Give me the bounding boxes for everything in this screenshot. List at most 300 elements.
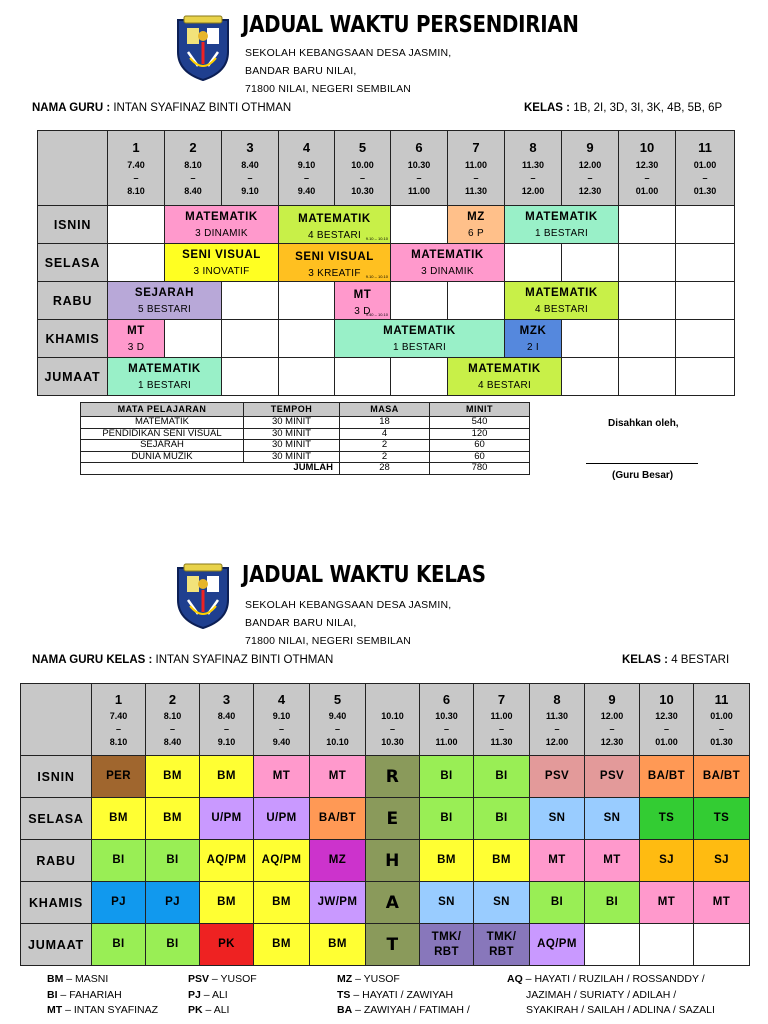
period-start: 10.00 (351, 160, 374, 170)
legend-column (337, 972, 470, 1019)
empty-slot (505, 244, 562, 282)
class-teacher-name: INTAN SYAFINAZ BINTI OTHMAN (155, 654, 334, 666)
class-label: KELAS : (622, 654, 668, 666)
summary-periods: 2 (340, 451, 430, 463)
period-start: 01.00 (710, 711, 733, 721)
class-subject-cell: SN (585, 798, 640, 840)
period-start: 01.00 (693, 160, 717, 170)
summary-total-periods: 28 (340, 463, 430, 475)
legend-code: PK (188, 1004, 203, 1016)
summary-periods: 18 (340, 417, 430, 429)
period-dash: – (416, 173, 422, 183)
period-header (222, 131, 279, 206)
period-number: 6 (442, 692, 451, 707)
legend-teacher: YUSOF (220, 973, 257, 985)
period-number: 5 (333, 692, 342, 707)
legend-code: BI (47, 988, 58, 1001)
rehat-letter: A (366, 882, 420, 924)
class-subject-cell: BI (474, 756, 530, 798)
period-start: 11.00 (490, 711, 513, 721)
class-timetable-title: JADUAL WAKTU KELAS (242, 562, 486, 588)
empty-slot (222, 358, 279, 396)
period-dash: – (334, 724, 340, 734)
summary-header: MINIT (430, 403, 530, 417)
rehat-letter: E (366, 798, 420, 840)
day-label: JUMAAT (38, 358, 108, 396)
period-dash: – (223, 724, 229, 734)
class-teacher-label: NAMA GURU KELAS : (32, 654, 153, 666)
signature-line (586, 463, 698, 464)
period-header (108, 131, 165, 206)
period-start: 8.10 (163, 711, 182, 721)
period-end: 11.00 (435, 737, 458, 747)
day-label: ISNIN (21, 756, 92, 798)
period-end: 8.10 (127, 186, 145, 196)
period-header (619, 131, 676, 206)
summary-subject: MATEMATIK (81, 417, 244, 429)
entry-subject: MATEMATIK (128, 362, 201, 375)
period-start: 7.40 (127, 160, 145, 170)
timetable-entry (108, 282, 222, 320)
class-subject-cell: BI (530, 882, 585, 924)
legend-code: MT (47, 1004, 63, 1016)
period-dash: – (587, 173, 593, 183)
legend-teacher: JAZIMAH / SURIATY / ADILAH / (526, 988, 677, 1001)
page-title: JADUAL WAKTU PERSENDIRIAN (242, 12, 579, 38)
class-subject-cell: PJ (92, 882, 146, 924)
period-start: 8.40 (217, 711, 236, 721)
summary-subject: SEJARAH (81, 440, 244, 452)
summary-periods: 2 (340, 440, 430, 452)
entry-class: 6 P (468, 227, 484, 239)
entry-class: 3 INOVATIF (193, 265, 250, 277)
period-end: 9.10 (217, 737, 236, 747)
empty-slot (676, 358, 735, 396)
empty-slot (165, 320, 222, 358)
legend-item: PK – ALI (188, 1004, 230, 1016)
empty-slot (562, 244, 619, 282)
period-start: 10.30 (407, 160, 431, 170)
empty-slot (619, 320, 676, 358)
class-subject-cell: BM (420, 840, 474, 882)
summary-row (81, 440, 530, 452)
summary-total-label: JUMLAH (81, 463, 340, 475)
empty-slot (222, 282, 279, 320)
period-dash: – (663, 724, 669, 734)
period-end: 01.30 (693, 186, 717, 196)
legend-column (47, 972, 158, 1019)
timetable-entry (505, 282, 619, 320)
entry-class: 3 DINAMIK (421, 265, 474, 277)
entry-class: 3 D (127, 341, 145, 353)
period-header (310, 684, 366, 756)
school-crest-2 (174, 562, 232, 630)
class-subject-cell: PJ (146, 882, 200, 924)
class-value: 1B, 2I, 3D, 3I, 3K, 4B, 5B, 6P (573, 102, 723, 114)
teacher-label: NAMA GURU : (32, 102, 111, 114)
class-subject-cell: MT (640, 882, 694, 924)
empty-slot (448, 282, 505, 320)
legend-item: BI – FAHARIAH (47, 988, 122, 1001)
period-number: 8 (529, 140, 537, 155)
corner-cell (21, 684, 92, 756)
entry-subject: SENI VISUAL (295, 251, 374, 263)
period-start: 9.10 (297, 160, 316, 170)
period-number: 3 (246, 140, 254, 155)
class-subject-cell: TMK/ RBT (474, 924, 530, 966)
class-subject-cell: MT (310, 756, 366, 798)
class-subject-cell: SJ (640, 840, 694, 882)
entry-subject: MATEMATIK (411, 248, 484, 261)
timetable-entry (505, 320, 562, 358)
legend-teacher: INTAN SYAFINAZ (73, 1004, 159, 1016)
timetable-entry (279, 206, 391, 244)
period-header (694, 684, 750, 756)
period-header (505, 131, 562, 206)
class-row (622, 654, 729, 666)
legend-column (188, 972, 257, 1019)
summary-minutes: 60 (430, 440, 530, 452)
legend-column (507, 972, 715, 1019)
empty-slot (640, 924, 694, 966)
summary-header-row (81, 403, 530, 417)
day-label: JUMAAT (21, 924, 92, 966)
period-start: 10.30 (435, 711, 458, 721)
empty-slot (585, 924, 640, 966)
legend-teacher: FAHARIAH (69, 988, 122, 1001)
period-end: 10.30 (351, 186, 374, 196)
corner-cell (38, 131, 108, 206)
day-row-rabu (21, 840, 750, 882)
period-start: 12.30 (655, 711, 678, 721)
legend-item: MT – INTAN SYAFINAZ (47, 1004, 159, 1016)
day-row-selasa (21, 798, 750, 840)
period-dash: – (498, 724, 504, 734)
period-number: 11 (698, 140, 712, 155)
period-header (92, 684, 146, 756)
entry-subject: SENI VISUAL (182, 248, 261, 261)
class-subject-cell: BM (310, 924, 366, 966)
day-row-khamis (21, 882, 750, 924)
subject-legend (0, 972, 768, 1024)
timetable-entry (165, 206, 279, 244)
empty-slot (619, 206, 676, 244)
class-subject-cell: MT (254, 756, 310, 798)
legend-teacher: ALI (213, 1004, 230, 1016)
class-subject-cell: MZ (310, 840, 366, 882)
period-number: 9 (608, 692, 616, 707)
period-number: 4 (277, 692, 286, 707)
period-end: 12.30 (600, 737, 624, 747)
class-subject-cell: SJ (694, 840, 750, 882)
principal-label: (Guru Besar) (612, 470, 674, 481)
empty-slot (676, 206, 735, 244)
class-subject-cell: BI (420, 756, 474, 798)
period-start: 11.30 (521, 160, 545, 170)
period-number: 1 (114, 692, 123, 707)
empty-slot (694, 924, 750, 966)
period-header (474, 684, 530, 756)
period-end: 11.00 (407, 186, 431, 196)
period-dash: – (359, 173, 365, 183)
period-number: 6 (415, 140, 423, 155)
period-start: 12.30 (635, 160, 659, 170)
class-subject-cell: AQ/PM (200, 840, 254, 882)
period-header-row (38, 131, 735, 206)
legend-item: PJ – ALI (188, 988, 228, 1001)
summary-total-row (81, 463, 530, 475)
class-subject-cell: TMK/ RBT (420, 924, 474, 966)
day-row-khamis (38, 320, 735, 358)
entry-subject: MATEMATIK (525, 210, 598, 223)
entry-note: 9.40 – 10.10 (365, 312, 388, 317)
period-end: 11.30 (464, 186, 488, 196)
legend-teacher: ZAWIYAH / FATIMAH / (363, 1004, 470, 1016)
entry-class: 1 BESTARI (137, 379, 192, 391)
period-number: 10 (639, 140, 655, 155)
period-dash: – (169, 724, 175, 734)
class-timetable-body (21, 756, 750, 966)
period-number: 5 (358, 140, 367, 155)
period-header (448, 131, 505, 206)
period-dash: – (190, 173, 196, 183)
period-end: 10.30 (381, 737, 404, 747)
legend-code: BA (337, 1004, 353, 1016)
timetable-entry (391, 244, 505, 282)
legend-item: PSV – YUSOF (188, 973, 257, 985)
empty-slot (391, 206, 448, 244)
entry-class: 4 BESTARI (307, 230, 362, 241)
period-start: 11.00 (464, 160, 488, 170)
period-dash: – (609, 724, 615, 734)
entry-class: 4 BESTARI (477, 379, 532, 391)
legend-code: TS (337, 988, 351, 1001)
class-subject-cell: BM (146, 756, 200, 798)
day-label: RABU (38, 282, 108, 320)
entry-subject: MT (353, 289, 372, 301)
period-header (585, 684, 640, 756)
summary-duration: 30 MINIT (244, 451, 340, 463)
timetable-entry (448, 206, 505, 244)
class-subject-cell: BM (200, 882, 254, 924)
empty-slot (619, 244, 676, 282)
empty-slot (391, 358, 448, 396)
entry-class: 4 BESTARI (534, 303, 589, 315)
entry-class: 2 I (526, 341, 540, 353)
legend-teacher: HAYATI / RUZILAH / ROSSANDDY / (534, 973, 705, 985)
entry-note: 9.10 – 10.10 (365, 274, 388, 279)
empty-slot (279, 358, 335, 396)
class-subject-cell: BI (585, 882, 640, 924)
class-subject-cell: BM (474, 840, 530, 882)
period-header (200, 684, 254, 756)
empty-slot (619, 282, 676, 320)
legend-teacher: SYAKIRAH / SAILAH / ADLINA / SAZALI (526, 1004, 715, 1016)
period-number: 8 (553, 692, 561, 707)
day-label: SELASA (21, 798, 92, 840)
class-subject-cell: AQ/PM (254, 840, 310, 882)
class-subject-cell: BM (92, 798, 146, 840)
period-end: 12.00 (521, 186, 545, 196)
school-address-line: BANDAR BARU NILAI, (245, 65, 357, 77)
entry-class: 3 DINAMIK (195, 227, 248, 239)
period-dash: – (389, 724, 395, 734)
legend-item: MZ – YUSOF (337, 973, 400, 985)
legend-item: BM – MASNI (47, 973, 109, 985)
day-label: KHAMIS (38, 320, 108, 358)
class-subject-cell: BA/BT (694, 756, 750, 798)
entry-subject: MATEMATIK (383, 324, 456, 337)
class-subject-cell: BI (146, 840, 200, 882)
entry-subject: MT (127, 324, 145, 337)
period-start: 12.00 (600, 711, 624, 721)
day-label: ISNIN (38, 206, 108, 244)
period-end: 01.30 (710, 737, 733, 747)
entry-subject: MATEMATIK (298, 213, 371, 225)
period-dash: – (303, 173, 309, 183)
period-number: 1 (132, 140, 140, 155)
legend-item: AQ – HAYATI / RUZILAH / ROSSANDDY / (507, 973, 705, 985)
summary-row (81, 417, 530, 429)
legend-teacher: HAYATI / ZAWIYAH (362, 988, 454, 1001)
legend-item: TS – HAYATI / ZAWIYAH (337, 988, 454, 1001)
summary-minutes: 540 (430, 417, 530, 429)
timetable-entry (335, 282, 391, 320)
timetable-entry (108, 358, 222, 396)
period-header (391, 131, 448, 206)
school-address (245, 596, 451, 650)
period-number: 7 (497, 692, 506, 707)
subject-summary-table (80, 402, 530, 475)
period-header (165, 131, 222, 206)
class-subject-cell: SN (420, 882, 474, 924)
empty-slot (562, 358, 619, 396)
class-subject-cell: MT (585, 840, 640, 882)
period-header (335, 131, 391, 206)
day-row-isnin (21, 756, 750, 798)
class-subject-cell: BA/BT (310, 798, 366, 840)
class-subject-cell: BI (92, 840, 146, 882)
class-subject-cell: JW/PM (310, 882, 366, 924)
class-subject-cell: SN (474, 882, 530, 924)
summary-header: TEMPOH (244, 403, 340, 417)
timetable-entry (505, 206, 619, 244)
period-end: 12.00 (545, 737, 569, 747)
day-label: KHAMIS (21, 882, 92, 924)
approved-by-label: Disahkan oleh, (608, 418, 679, 429)
period-start: 8.10 (184, 160, 202, 170)
entry-class: 3 D (354, 306, 371, 317)
period-dash: – (443, 724, 449, 734)
class-subject-cell: BI (474, 798, 530, 840)
empty-slot (619, 358, 676, 396)
entry-subject: SEJARAH (134, 286, 195, 299)
period-header (254, 684, 310, 756)
day-row-selasa (38, 244, 735, 282)
class-subject-cell: PSV (530, 756, 585, 798)
period-start: 10.10 (381, 711, 404, 721)
period-number: 3 (222, 692, 231, 707)
empty-slot (676, 244, 735, 282)
period-header (366, 684, 420, 756)
class-subject-cell: BM (146, 798, 200, 840)
period-end: 01.00 (635, 186, 659, 196)
legend-code: MZ (337, 973, 353, 985)
school-address (245, 44, 451, 98)
class-subject-cell: MT (694, 882, 750, 924)
period-header (530, 684, 585, 756)
period-number: 9 (586, 140, 594, 155)
legend-teacher: YUSOF (363, 973, 400, 985)
day-row-jumaat (38, 358, 735, 396)
period-end: 8.40 (163, 737, 182, 747)
summary-subject: PENDIDIKAN SENI VISUAL (81, 428, 244, 440)
class-subject-cell: TS (694, 798, 750, 840)
period-header (676, 131, 735, 206)
day-row-isnin (38, 206, 735, 244)
legend-teacher: MASNI (75, 973, 109, 985)
period-end: 9.10 (241, 186, 259, 196)
class-subject-cell: PSV (585, 756, 640, 798)
period-number: 4 (302, 140, 311, 155)
timetable-entry (279, 244, 391, 282)
empty-slot (108, 206, 165, 244)
school-address-line: BANDAR BARU NILAI, (245, 617, 357, 629)
period-header (640, 684, 694, 756)
class-subject-cell: BM (254, 924, 310, 966)
period-end: 11.30 (490, 737, 513, 747)
school-address-line: 71800 NILAI, NEGERI SEMBILAN (245, 83, 412, 95)
period-header (420, 684, 474, 756)
summary-subject: DUNIA MUZIK (81, 451, 244, 463)
class-row (524, 102, 722, 114)
timetable-entry (335, 320, 505, 358)
period-dash: – (133, 173, 139, 183)
period-dash: – (644, 173, 650, 183)
class-timetable (20, 683, 750, 966)
school-crest-1 (174, 14, 232, 82)
class-subject-cell: PER (92, 756, 146, 798)
entry-class: 3 KREATIF (308, 268, 361, 279)
rehat-letter: T (366, 924, 420, 966)
class-label: KELAS : (524, 102, 570, 114)
timetable-entry (108, 320, 165, 358)
legend-code: PJ (188, 988, 201, 1001)
summary-minutes: 120 (430, 428, 530, 440)
entry-subject: MZK (519, 324, 547, 337)
period-dash: – (247, 173, 253, 183)
period-end: 01.00 (655, 737, 678, 747)
teacher-name-row (32, 102, 291, 114)
entry-subject: MATEMATIK (468, 362, 541, 375)
class-value: 4 BESTARI (671, 654, 730, 666)
class-subject-cell: TS (640, 798, 694, 840)
class-subject-cell: U/PM (254, 798, 310, 840)
timetable-entry (165, 244, 279, 282)
period-dash: – (554, 724, 560, 734)
rehat-letter: R (366, 756, 420, 798)
day-row-jumaat (21, 924, 750, 966)
summary-header: MATA PELAJARAN (81, 403, 244, 417)
day-label: SELASA (38, 244, 108, 282)
empty-slot (222, 320, 279, 358)
empty-slot (335, 358, 391, 396)
period-number: 10 (659, 692, 674, 707)
period-number (366, 692, 419, 707)
summary-minutes: 60 (430, 451, 530, 463)
period-dash: – (718, 724, 724, 734)
class-teacher-row (32, 654, 333, 666)
